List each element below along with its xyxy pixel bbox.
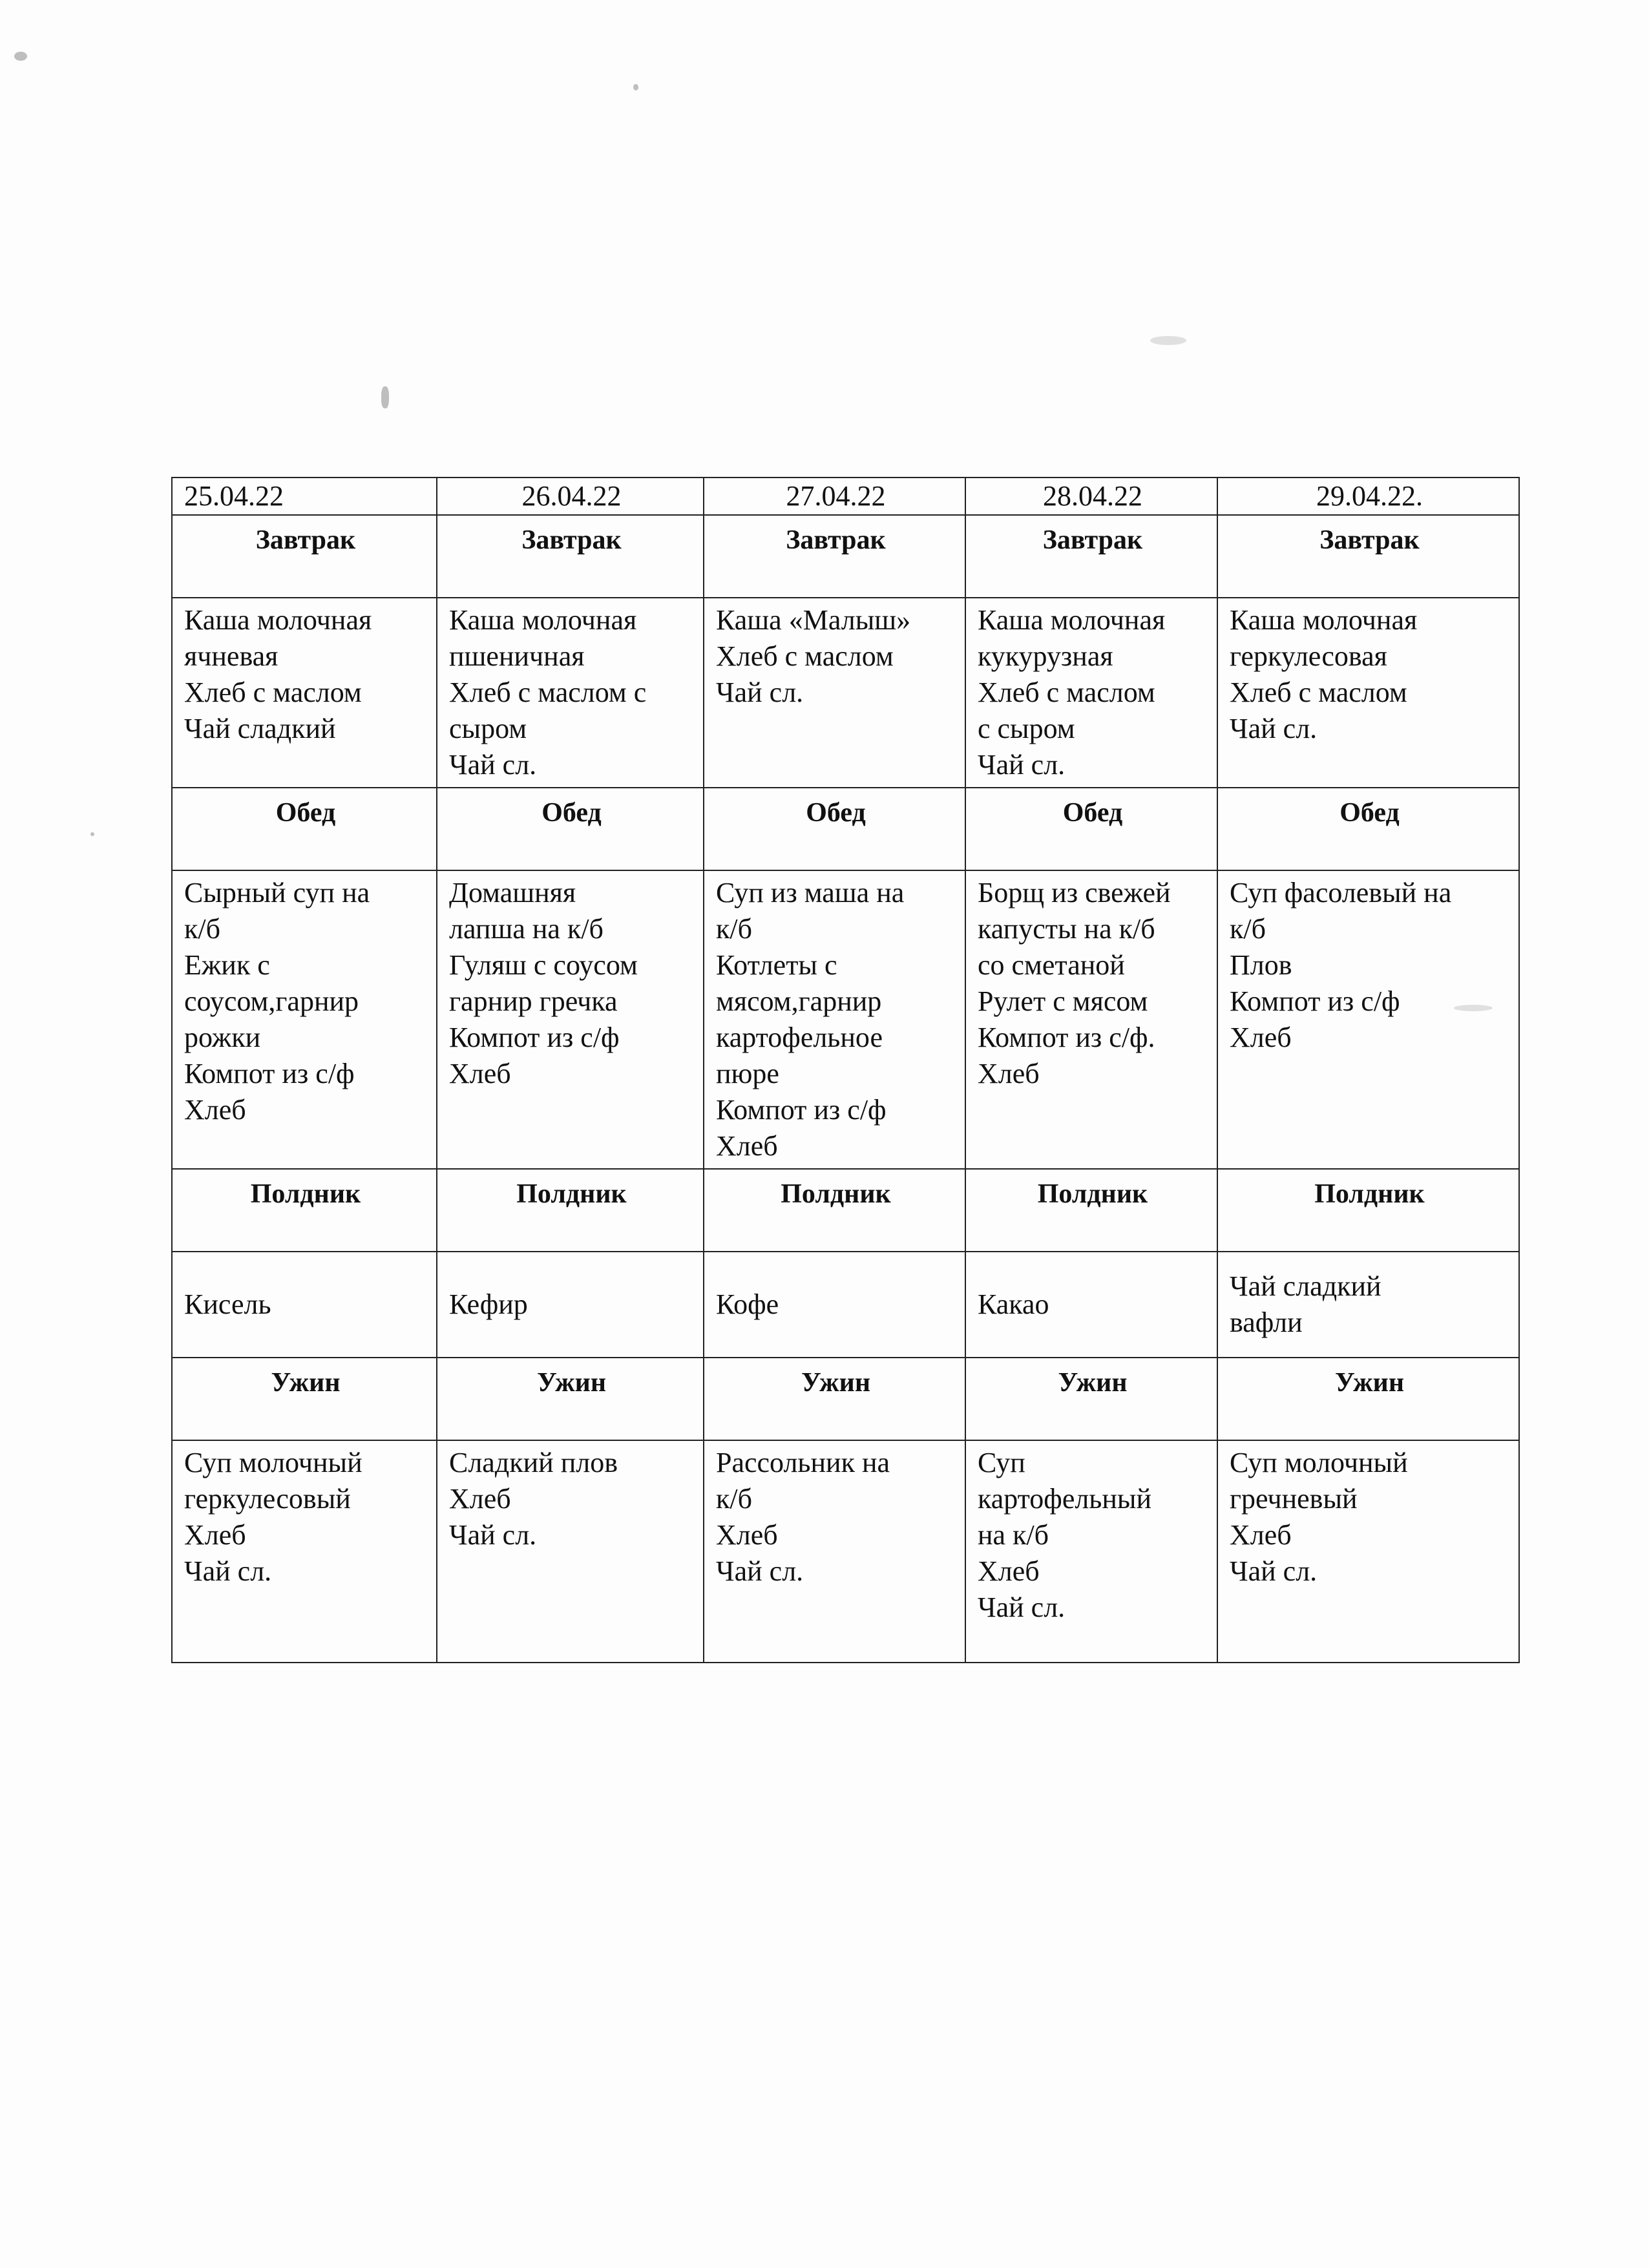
dish-cell: Кисель [172, 1252, 437, 1358]
meal-label: Полдник [172, 1169, 437, 1252]
meal-label: Ужин [704, 1358, 965, 1440]
meal-label: Полдник [437, 1169, 704, 1252]
dish-cell: Каша «Малыш» Хлеб с маслом Чай сл. [704, 598, 965, 788]
scan-speck [1150, 336, 1186, 345]
meal-header-row-snack [172, 1169, 1519, 1252]
dish-cell: Суп молочный геркулесовый Хлеб Чай сл. [172, 1440, 437, 1663]
meal-label: Завтрак [437, 515, 704, 598]
date-cell: 28.04.22 [965, 478, 1217, 515]
scan-speck [14, 52, 27, 61]
dish-cell: Суп картофельный на к/б Хлеб Чай сл. [965, 1440, 1217, 1663]
dish-cell: Сладкий плов Хлеб Чай сл. [437, 1440, 704, 1663]
scan-speck [633, 84, 638, 90]
meal-header-row-lunch [172, 788, 1519, 870]
weekly-menu-table [171, 477, 1520, 1663]
date-cell: 27.04.22 [704, 478, 965, 515]
meal-header-row-breakfast [172, 515, 1519, 598]
dish-cell: Суп молочный гречневый Хлеб Чай сл. [1217, 1440, 1519, 1663]
meal-label: Завтрак [172, 515, 437, 598]
meal-label: Обед [172, 788, 437, 870]
meal-label: Завтрак [704, 515, 965, 598]
date-cell: 29.04.22. [1217, 478, 1519, 515]
meal-label: Обед [704, 788, 965, 870]
dishes-row-dinner [172, 1440, 1519, 1663]
dish-cell: Кефир [437, 1252, 704, 1358]
date-cell: 25.04.22 [172, 478, 437, 515]
dish-cell: Каша молочная кукурузная Хлеб с маслом с сыром Чай сл. [965, 598, 1217, 788]
dish-cell: Суп фасолевый на к/б Плов Компот из с/ф Хлеб [1217, 870, 1519, 1169]
dish-cell: Сырный суп на к/б Ежик с соусом,гарнир рожки Компот из с/ф Хлеб [172, 870, 437, 1169]
dishes-row-breakfast [172, 598, 1519, 788]
dish-cell: Какао [965, 1252, 1217, 1358]
meal-label: Обед [437, 788, 704, 870]
dishes-row-snack [172, 1252, 1519, 1358]
meal-label: Завтрак [1217, 515, 1519, 598]
dish-cell: Домашняя лапша на к/б Гуляш с соусом гарнир гречка Компот из с/ф Хлеб [437, 870, 704, 1169]
date-cell: 26.04.22 [437, 478, 704, 515]
meal-label: Ужин [1217, 1358, 1519, 1440]
meal-label: Обед [1217, 788, 1519, 870]
meal-label: Полдник [1217, 1169, 1519, 1252]
dish-cell: Кофе [704, 1252, 965, 1358]
meal-label: Полдник [965, 1169, 1217, 1252]
dish-cell: Суп из маша на к/б Котлеты с мясом,гарнир картофельное пюре Компот из с/ф Хлеб [704, 870, 965, 1169]
dish-cell: Борщ из свежей капусты на к/б со сметаной Рулет с мясом Компот из с/ф. Хлеб [965, 870, 1217, 1169]
dish-cell: Чай сладкий вафли [1217, 1252, 1519, 1358]
meal-label: Полдник [704, 1169, 965, 1252]
dish-cell: Каша молочная геркулесовая Хлеб с маслом Чай сл. [1217, 598, 1519, 788]
dish-cell: Рассольник на к/б Хлеб Чай сл. [704, 1440, 965, 1663]
meal-label: Обед [965, 788, 1217, 870]
meal-label: Ужин [965, 1358, 1217, 1440]
dishes-row-lunch [172, 870, 1519, 1169]
meal-label: Завтрак [965, 515, 1217, 598]
dish-cell: Каша молочная ячневая Хлеб с маслом Чай сладкий [172, 598, 437, 788]
meal-label: Ужин [437, 1358, 704, 1440]
dates-row [172, 478, 1519, 515]
scan-speck [381, 386, 389, 408]
meal-label: Ужин [172, 1358, 437, 1440]
meal-header-row-dinner [172, 1358, 1519, 1440]
scan-speck [90, 832, 94, 836]
dish-cell: Каша молочная пшеничная Хлеб с маслом с сыром Чай сл. [437, 598, 704, 788]
